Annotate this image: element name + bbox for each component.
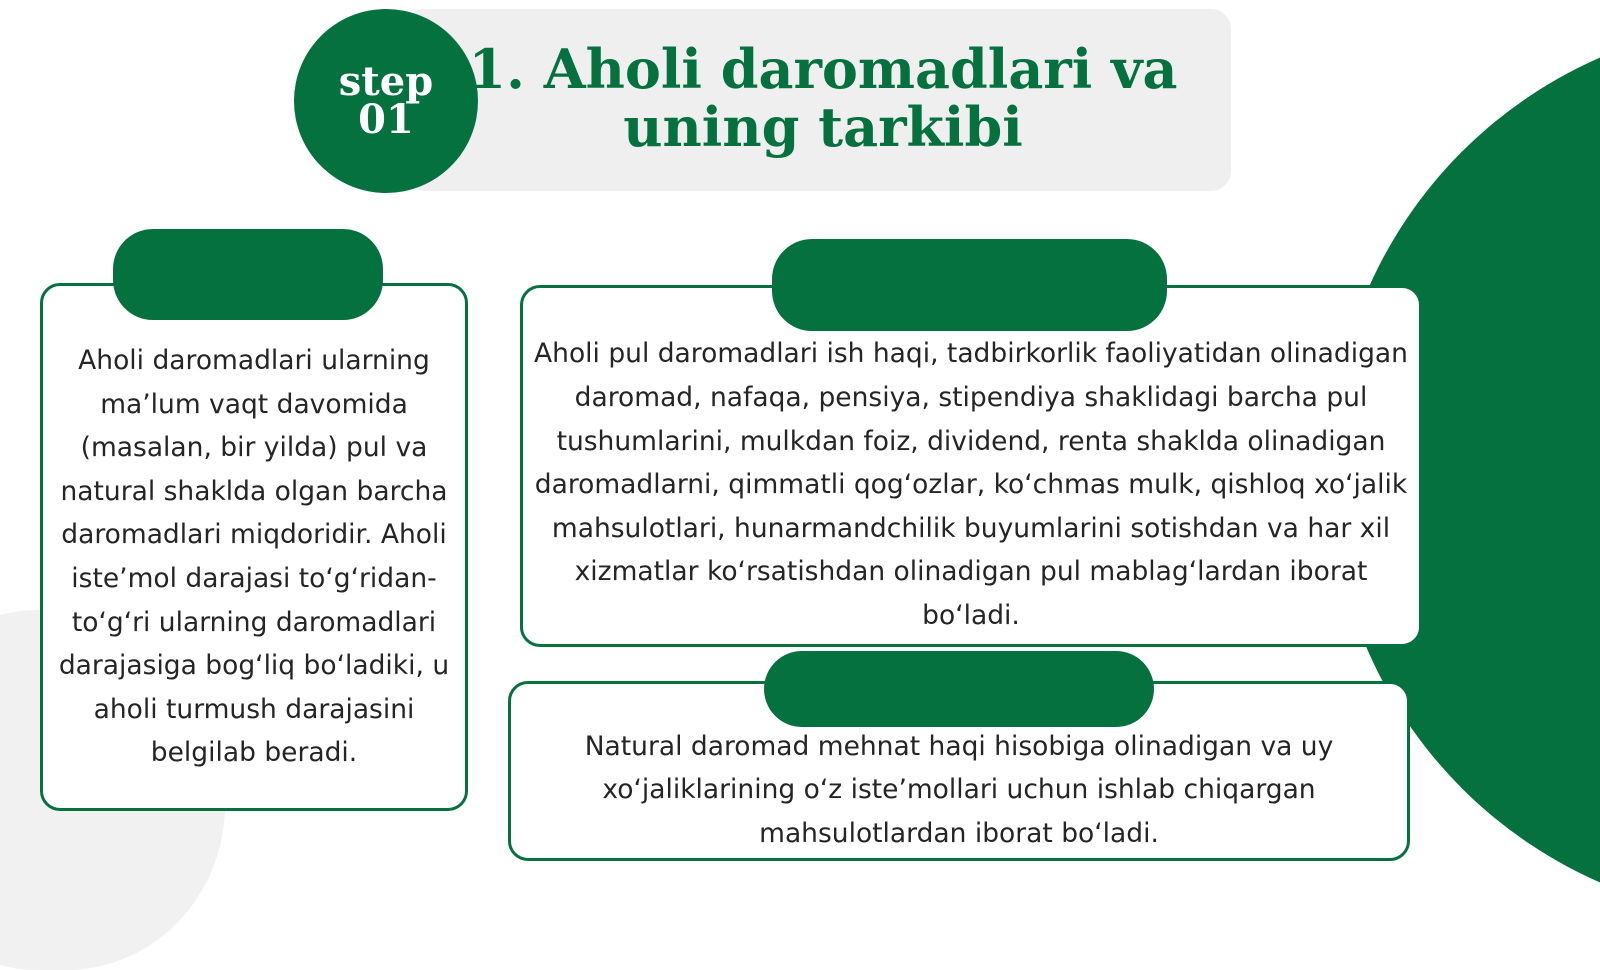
- definition-card: [40, 283, 468, 811]
- money-income-card: [520, 285, 1422, 647]
- definition-text: Aholi daromadlari ularning ma’lum vaqt davomida (masalan, bir yilda) pul va natural shaklda olgan barcha daromadlari miqdoridir. Aholi iste’mol darajasi to‘g‘ridan-to‘g‘ri ularning daromadlari darajasiga bog‘liq bo‘ladiki, u aholi turmush darajasini belgilab beradi.: [58, 345, 450, 769]
- definition-card-header: [113, 229, 383, 320]
- step-label: step: [338, 58, 434, 105]
- money-income-card-header: [772, 239, 1167, 331]
- step-badge: [294, 9, 478, 193]
- step-number: 01: [358, 96, 414, 143]
- natural-income-text: Natural daromad mehnat haqi hisobiga olinadigan va uy xo‘jaliklarining o‘z iste’mollari uchun ishlab chiqargan mahsulotlardan iborat bo‘ladi.: [584, 730, 1334, 849]
- money-income-text: Aholi pul daromadlari ish haqi, tadbirkorlik faoliyatidan olinadigan daromad, nafaqa, pensiya, stipendiya shaklidagi barcha pul tushumlarini, mulkdan foiz, dividend, renta shaklda olinadigan daromadlarni, qimmatli qog‘ozlar, ko‘chmas mulk, qishloq xo‘jalik mahsulotlari, hunarmandchilik buyumlarini sotishdan va har xil xizmatlar ko‘rsatishdan olinadigan pul mablag‘lardan iborat bo‘ladi.: [534, 338, 1408, 631]
- slide-title: 1. Aholi daromadlari va uning tarkibi: [468, 37, 1178, 159]
- natural-income-card-header: [764, 651, 1154, 727]
